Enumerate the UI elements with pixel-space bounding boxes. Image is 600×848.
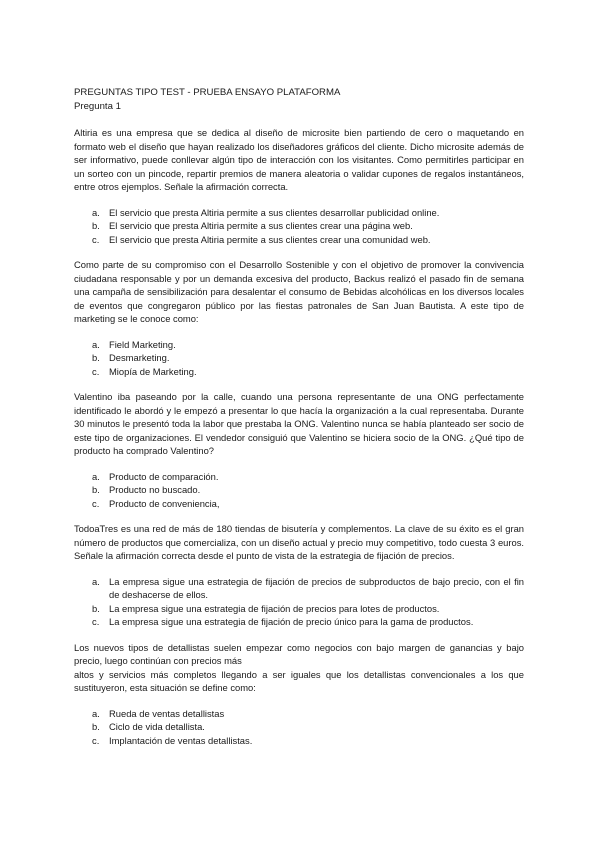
question-5-option-a: a. Rueda de ventas detallistas: [92, 707, 225, 719]
question-2-text: Como parte de su compromiso con el Desarrollo Sostenible y con el objetivo de promover la convivencia ciudadana responsable y por un demanda excesiva del producto, Backus realizó el pasado fin de semana una campaña de sensibilización para desalentar el consumo de Bebidas alcohólicas en los diversos locales de eventos que congregaron público por las fiestas patronales de San Juan Bautista. A este tipo de marketing se le conoce como:: [74, 259, 524, 324]
question-5-options: [74, 707, 524, 748]
question-1-options: [74, 206, 524, 247]
question-2-option-c: c. Miopía de Marketing.: [92, 365, 197, 377]
question-4-options: [74, 575, 524, 629]
question-4-option-a: a. La empresa sigue una estrategia de fijación de precios de subproductos de bajo precio, con el fin de deshacerse de ellos.: [92, 575, 524, 600]
question-2-option-a: a. Field Marketing.: [92, 338, 176, 350]
question-3-options: [74, 470, 524, 511]
question-5-option-b: b. Ciclo de vida detallista.: [92, 721, 205, 732]
document-title: PREGUNTAS TIPO TEST - PRUEBA ENSAYO PLATAFORMA: [74, 87, 341, 98]
question-5-text-line-1: Los nuevos tipos de detallistas suelen empezar como negocios con bajo margen de ganancias y bajo precio, luego continúan con precios más: [74, 641, 524, 666]
question-4-option-c: c. La empresa sigue una estrategia de fijación de precio único para la gama de productos.: [92, 616, 474, 627]
question-3-option-a: a. Producto de comparación.: [92, 470, 219, 482]
question-5-option-c: c. Implantación de ventas detallistas.: [92, 734, 253, 746]
question-1-text: Altiria es una empresa que se dedica al diseño de microsite bien partiendo de cero o maquetando en formato web el diseño que hayan realizado los diseñadores gráficos del cliente. Dicho microsite además de ser informativo, puede conllevar algún tipo de interacción con los visitantes. Como permitirles participar en un sorteo con un pincode, repartir premios de manera aleatoria o validar cupones de regalos instantáneos, entre otros ejemplos. Señale la afirmación correcta.: [74, 127, 524, 192]
question-number: Pregunta 1: [74, 100, 121, 112]
question-4-option-b: b. La empresa sigue una estrategia de fijación de precios para lotes de productos.: [92, 602, 440, 614]
question-2-options: [74, 338, 524, 379]
question-3-option-c: c. Producto de conveniencia,: [92, 497, 220, 509]
question-1-option-a: a. El servicio que presta Altiria permite a sus clientes desarrollar publicidad online.: [92, 206, 440, 218]
question-5-text-line-2: altos y servicios más completos llegando a ser iguales que los detallistas convencionales a los que sustituyeron, esta situación se define como:: [74, 668, 524, 693]
question-2-option-b: b. Desmarketing.: [92, 352, 170, 363]
question-3-option-b: b. Producto no buscado.: [92, 484, 201, 495]
question-4-text: TodoaTres es una red de más de 180 tiendas de bisutería y complementos. La clave de su éxito es el gran número de productos que comercializa, con un diseño actual y precio muy competitivo, todo cuesta 3 euros. Señale la afirmación correcta desde el punto de vista de la estrategia de fijación de precios.: [74, 523, 524, 561]
question-3-text: Valentino iba paseando por la calle, cuando una persona representante de una ONG perfectamente identificado le abordó y le empezó a presentar lo que hacía la organización a la cual representaba. Durante 30 minutos le presentó toda la labor que prestaba la ONG. Valentino nunca se había planteado ser socio de este tipo de organizaciones. El vendedor consiguió que Valentino se hiciera socio de la ONG. ¿Qué tipo de producto ha comprado Valentino?: [74, 391, 524, 456]
question-1-option-b: b. El servicio que presta Altiria permite a sus clientes crear una página web.: [92, 220, 413, 231]
question-1-option-c: c. El servicio que presta Altiria permite a sus clientes crear una comunidad web.: [92, 233, 431, 245]
